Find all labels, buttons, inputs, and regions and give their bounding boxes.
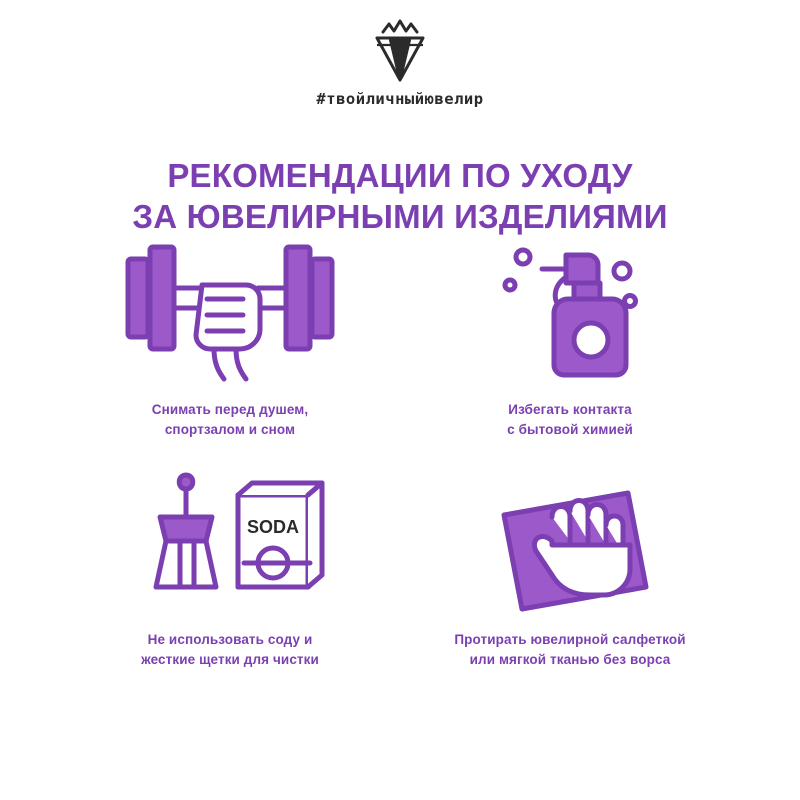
polishing-cloth-hand-icon [460,466,680,626]
tips-grid [60,236,740,696]
page-title-line-1: РЕКОМЕНДАЦИИ ПО УХОДУ [167,157,633,195]
tip-caption-line-2: или мягкой тканью без ворса [469,652,671,668]
page-title [0,156,800,238]
tip-item [400,466,740,696]
tip-caption-line-2: с бытовой химией [507,422,633,438]
tip-caption [152,400,308,441]
tip-caption-line-2: спортзалом и сном [164,422,296,438]
tip-item [400,236,740,466]
crown-diamond-logo-icon [357,18,443,84]
tip-item [60,466,400,696]
page-title-line-2: ЗА ЮВЕЛИРНЫМИ ИЗДЕЛИЯМИ [132,198,668,236]
dumbbell-hand-icon [110,236,350,396]
tip-caption-line-1: Протирать ювелирной салфеткой [454,632,686,647]
tip-caption [454,630,685,671]
tip-caption-line-1: Избегать контакта [508,402,632,417]
tip-caption-line-2: жесткие щетки для чистки [141,652,319,668]
tip-caption [141,630,319,671]
brand-block [0,18,800,108]
tip-caption-line-1: Снимать перед душем, [151,402,309,417]
tip-caption-line-1: Не использовать соду и [147,632,313,647]
brand-handle: #твойличныйювелир [316,90,484,108]
soda-box-label: SODA [246,517,300,537]
spray-bottle-icon [470,236,670,396]
tip-item [60,236,400,466]
tip-caption [507,400,633,441]
brush-and-soda-box-icon [120,466,340,626]
